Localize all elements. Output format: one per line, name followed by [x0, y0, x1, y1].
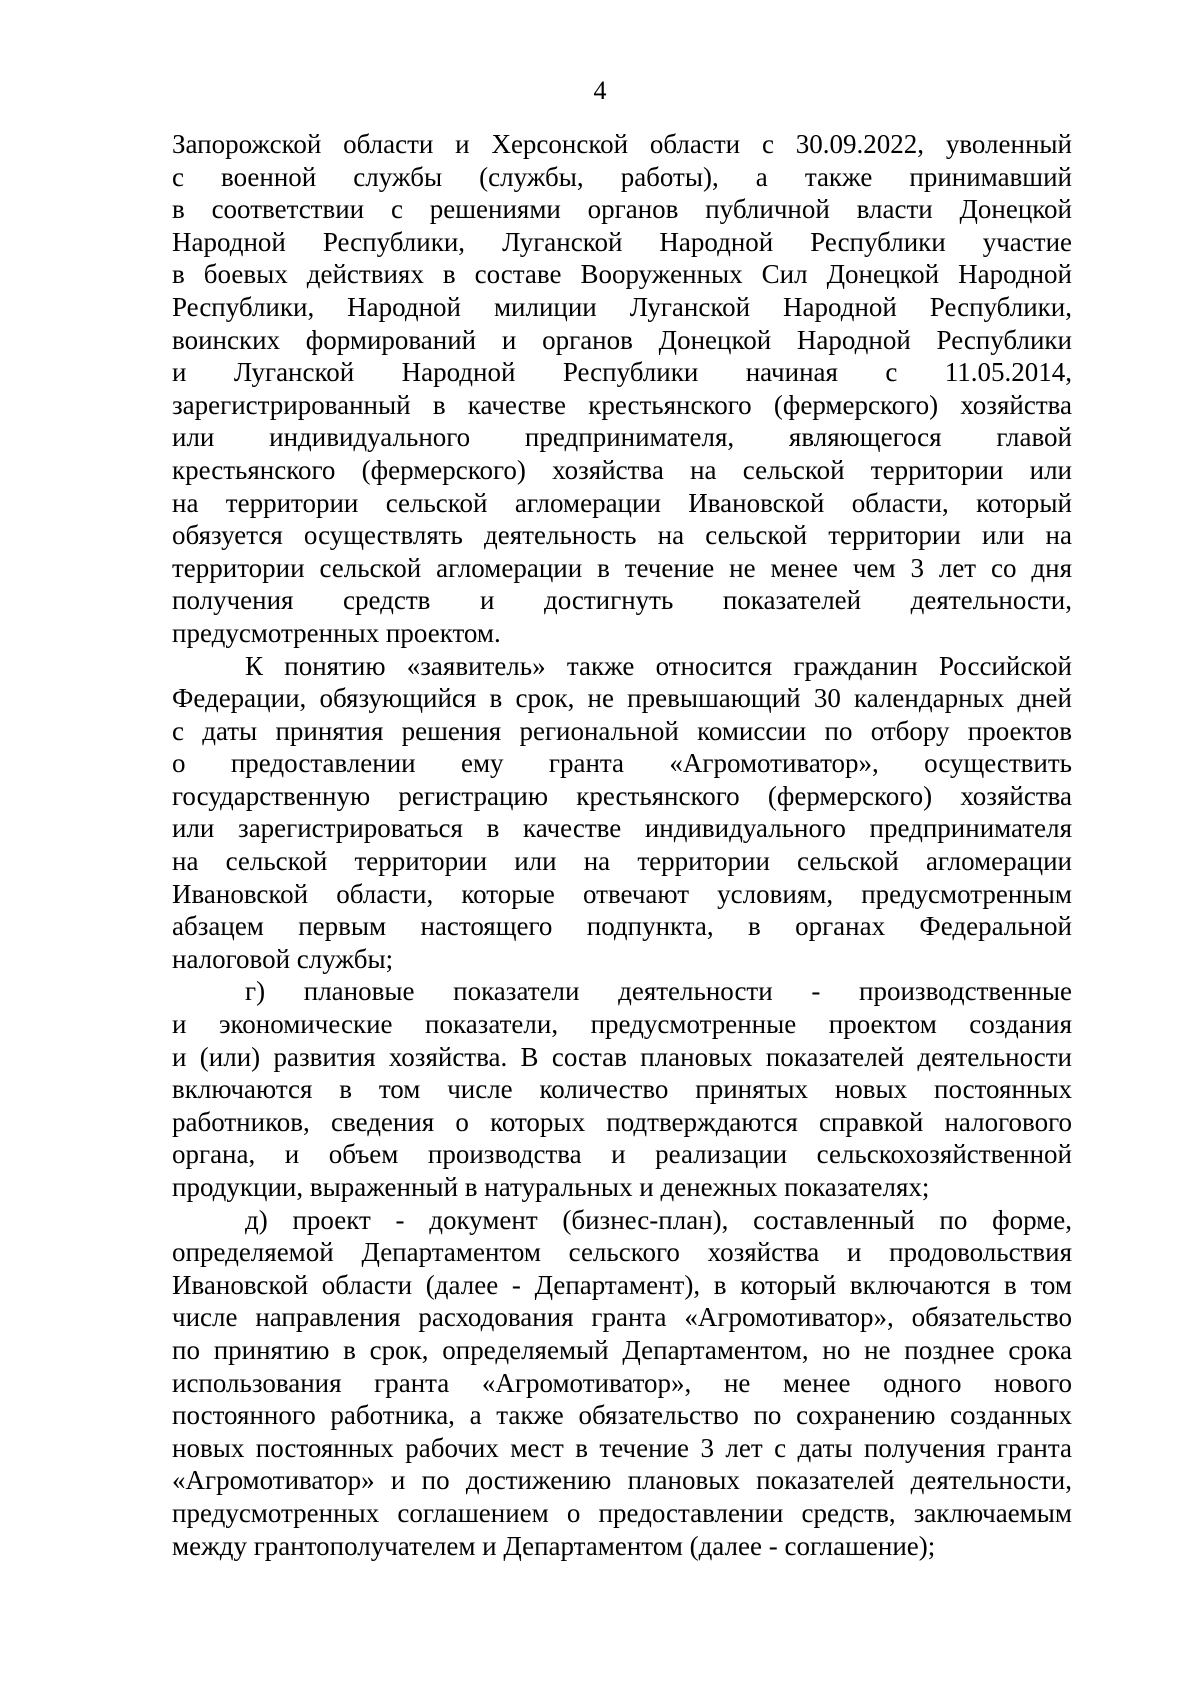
paragraph-first-line: г) плановые показатели деятельности - производственные: [245, 976, 1072, 1007]
text-line: территории сельской агломерации в течение не менее чем 3 лет со дня: [172, 552, 1072, 583]
text-line: на территории сельской агломерации Ивановской области, который: [172, 487, 1072, 518]
text-line: в соответствии с решениями органов публичной власти Донецкой: [172, 194, 1072, 225]
text-line: работников, сведения о которых подтверждаются справкой налогового: [172, 1106, 1072, 1137]
text-line: предусмотренных соглашением о предоставлении средств, заключаемым: [172, 1497, 1072, 1528]
text-line: с даты принятия решения региональной комиссии по отбору проектов: [172, 715, 1072, 746]
text-line: включаются в том числе количество принятых новых постоянных: [172, 1074, 1072, 1105]
text-line: о предоставлении ему гранта «Агромотиватор», осуществить: [172, 748, 1072, 779]
text-line: и Луганской Народной Республики начиная с 11.05.2014,: [172, 357, 1072, 388]
text-line: между грантополучателем и Департаментом (далее - соглашение);: [172, 1530, 936, 1561]
text-line: использования гранта «Агромотиватор», не менее одного нового: [172, 1367, 1072, 1398]
text-line: числе направления расходования гранта «Агромотиватор», обязательство: [172, 1302, 1072, 1333]
text-line: получения средств и достигнуть показателей деятельности,: [172, 585, 1072, 616]
text-line: зарегистрированный в качестве крестьянского (фермерского) хозяйства: [172, 389, 1072, 420]
text-line: Ивановской области, которые отвечают условиям, предусмотренным: [172, 878, 1072, 909]
page-number: 4: [593, 76, 607, 105]
text-line: и (или) развития хозяйства. В состав плановых показателей деятельности: [172, 1041, 1072, 1072]
text-line: постоянного работника, а также обязательство по сохранению созданных: [172, 1400, 1072, 1431]
text-line: Ивановской области (далее - Департамент), в который включаются в том: [172, 1269, 1072, 1300]
text-line: предусмотренных проектом.: [172, 617, 501, 648]
text-line: в боевых действиях в составе Вооруженных Сил Донецкой Народной: [172, 259, 1072, 290]
text-line: и экономические показатели, предусмотренные проектом создания: [172, 1009, 1072, 1040]
text-line: с военной службы (службы, работы), а также принимавший: [172, 161, 1072, 192]
paragraph-first-line: К понятию «заявитель» также относится гражданин Российской: [245, 650, 1072, 681]
text-line: или индивидуального предпринимателя, являющегося главой: [172, 422, 1072, 453]
paragraph-first-line: д) проект - документ (бизнес-план), составленный по форме,: [245, 1204, 1072, 1235]
document-body-text: [172, 128, 1072, 1562]
text-line: Федерации, обязующийся в срок, не превышающий 30 календарных дней: [172, 683, 1072, 714]
text-line: обязуется осуществлять деятельность на сельской территории или на: [172, 520, 1072, 551]
text-line: Запорожской области и Херсонской области с 30.09.2022, уволенный: [172, 129, 1072, 159]
text-line: Республики, Народной милиции Луганской Народной Республики,: [172, 291, 1072, 322]
text-line: «Агромотиватор» и по достижению плановых показателей деятельности,: [172, 1465, 1072, 1496]
text-line: продукции, выраженный в натуральных и денежных показателях;: [172, 1172, 930, 1202]
text-line: на сельской территории или на территории сельской агломерации: [172, 846, 1072, 877]
text-line: по принятию в срок, определяемый Департаментом, но не позднее срока: [172, 1334, 1072, 1365]
text-line: воинских формирований и органов Донецкой Народной Республики: [172, 324, 1072, 355]
text-line: крестьянского (фермерского) хозяйства на сельской территории или: [172, 454, 1072, 485]
text-line: налоговой службы;: [172, 943, 394, 974]
text-line: новых постоянных рабочих мест в течение 3 лет с даты получения гранта: [172, 1432, 1072, 1463]
text-line: или зарегистрироваться в качестве индивидуального предпринимателя: [172, 813, 1072, 844]
text-line: абзацем первым настоящего подпункта, в органах Федеральной: [172, 911, 1072, 942]
text-line: определяемой Департаментом сельского хозяйства и продовольствия: [172, 1237, 1072, 1268]
text-line: Народной Республики, Луганской Народной Республики участие: [172, 226, 1072, 257]
text-line: государственную регистрацию крестьянского (фермерского) хозяйства: [172, 780, 1072, 811]
text-line: органа, и объем производства и реализации сельскохозяйственной: [172, 1139, 1072, 1170]
